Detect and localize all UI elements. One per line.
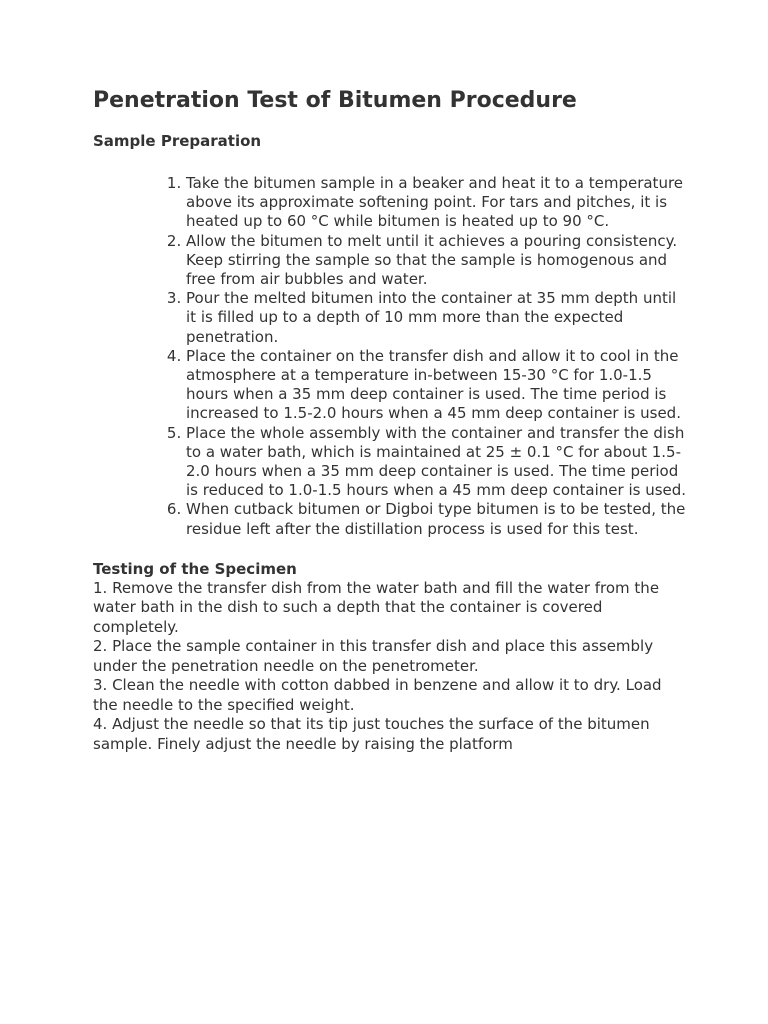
testing-paragraph: 3. Clean the needle with cotton dabbed in benzene and allow it to dry. Load the needle to the specified weight. [93,676,662,714]
testing-paragraph: 2. Place the sample container in this transfer dish and place this assembly under the penetration needle on the penetrometer. [93,637,654,675]
sample-preparation-steps [93,174,688,539]
section-heading-testing: Testing of the Specimen [93,559,297,578]
testing-paragraph: 4. Adjust the needle so that its tip just touches the surface of the bitumen sample. Finely adjust the needle by raising the platform [93,715,650,753]
list-item: 4. Place the container on the transfer dish and allow it to cool in the atmosphere at a temperature in-between 15-30 °C for 1.0-1.5 hours when a 35 mm deep container is used. The time period is increased to 1.5-2.0 hours when a 45 mm deep container is used. [186,347,688,424]
section-heading-sample-preparation: Sample Preparation [93,132,262,150]
list-item: 3. Pour the melted bitumen into the container at 35 mm depth until it is filled up to a depth of 10 mm more than the expected penetration. [186,289,688,347]
list-item: 6. When cutback bitumen or Digboi type bitumen is to be tested, the residue left after the distillation process is used for this test. [186,500,688,538]
list-item: 5. Place the whole assembly with the container and transfer the dish to a water bath, which is maintained at 25 ± 0.1 °C for about 1.5-2.0 hours when a 35 mm deep container is used. The time period is reduced to 1.0-1.5 hours when a 45 mm deep container is used. [186,424,688,501]
document-title: Penetration Test of Bitumen Procedure [93,88,577,113]
list-item: 2. Allow the bitumen to melt until it achieves a pouring consistency. Keep stirring the sample so that the sample is homogenous and free from air bubbles and water. [186,232,688,290]
list-item: 1. Take the bitumen sample in a beaker and heat it to a temperature above its approximate softening point. For tars and pitches, it is heated up to 60 °C while bitumen is heated up to 90 °C. [186,174,688,232]
testing-paragraph: 1. Remove the transfer dish from the water bath and fill the water from the water bath in the dish to such a depth that the container is covered completely. [93,578,660,636]
